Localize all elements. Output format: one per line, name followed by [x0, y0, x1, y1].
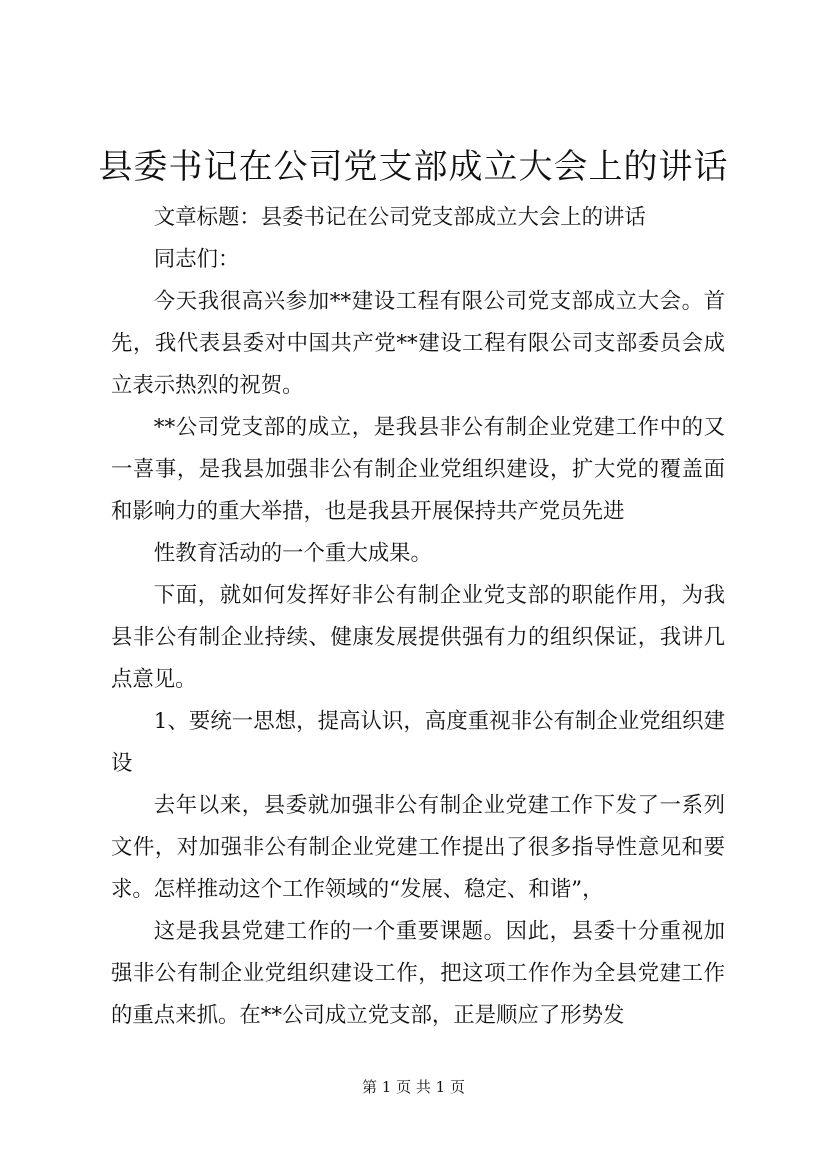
paragraph: 这是我县党建工作的一个重要课题。因此，县委十分重视加强非公有制企业党组织建设工作，把这项工作作为全县党建工作的重点来抓。在**公司成立党支部，正是顺应了形势发 [111, 919, 725, 1028]
paragraph: 下面，就如何发挥好非公有制企业党支部的职能作用，为我县非公有制企业持续、健康发展提供强有力的组织保证，我讲几点意见。 [111, 583, 725, 692]
paragraph: 今天我很高兴参加**建设工程有限公司党支部成立大会。首先，我代表县委对中国共产党**建设工程有限公司支部委员会成立表示热烈的祝贺。 [111, 289, 725, 398]
paragraph: 去年以来，县委就加强非公有制企业党建工作下发了一系列文件，对加强非公有制企业党建工作提出了很多指导性意见和要求。怎样推动这个工作领域的“发展、稳定、和谐”， [111, 793, 725, 902]
salutation: 同志们： [153, 247, 240, 272]
paragraph: **公司党支部的成立，是我县非公有制企业党建工作中的又一喜事，是我县加强非公有制企业党组织建设，扩大党的覆盖面和影响力的重大举措，也是我县开展保持共产党员先进 [111, 415, 725, 524]
paragraph: 性教育活动的一个重大成果。 [153, 541, 432, 566]
article-title-line: 文章标题：县委书记在公司党支部成立大会上的讲话 [153, 205, 646, 230]
section-heading: 1、要统一思想，提高认识，高度重视非公有制企业党组织建设 [111, 709, 725, 776]
document-title: 县委书记在公司党支部成立大会上的讲话 [98, 147, 729, 187]
page-number-footer: 第 1 页 共 1 页 [362, 1078, 465, 1096]
document-body [111, 197, 725, 1037]
